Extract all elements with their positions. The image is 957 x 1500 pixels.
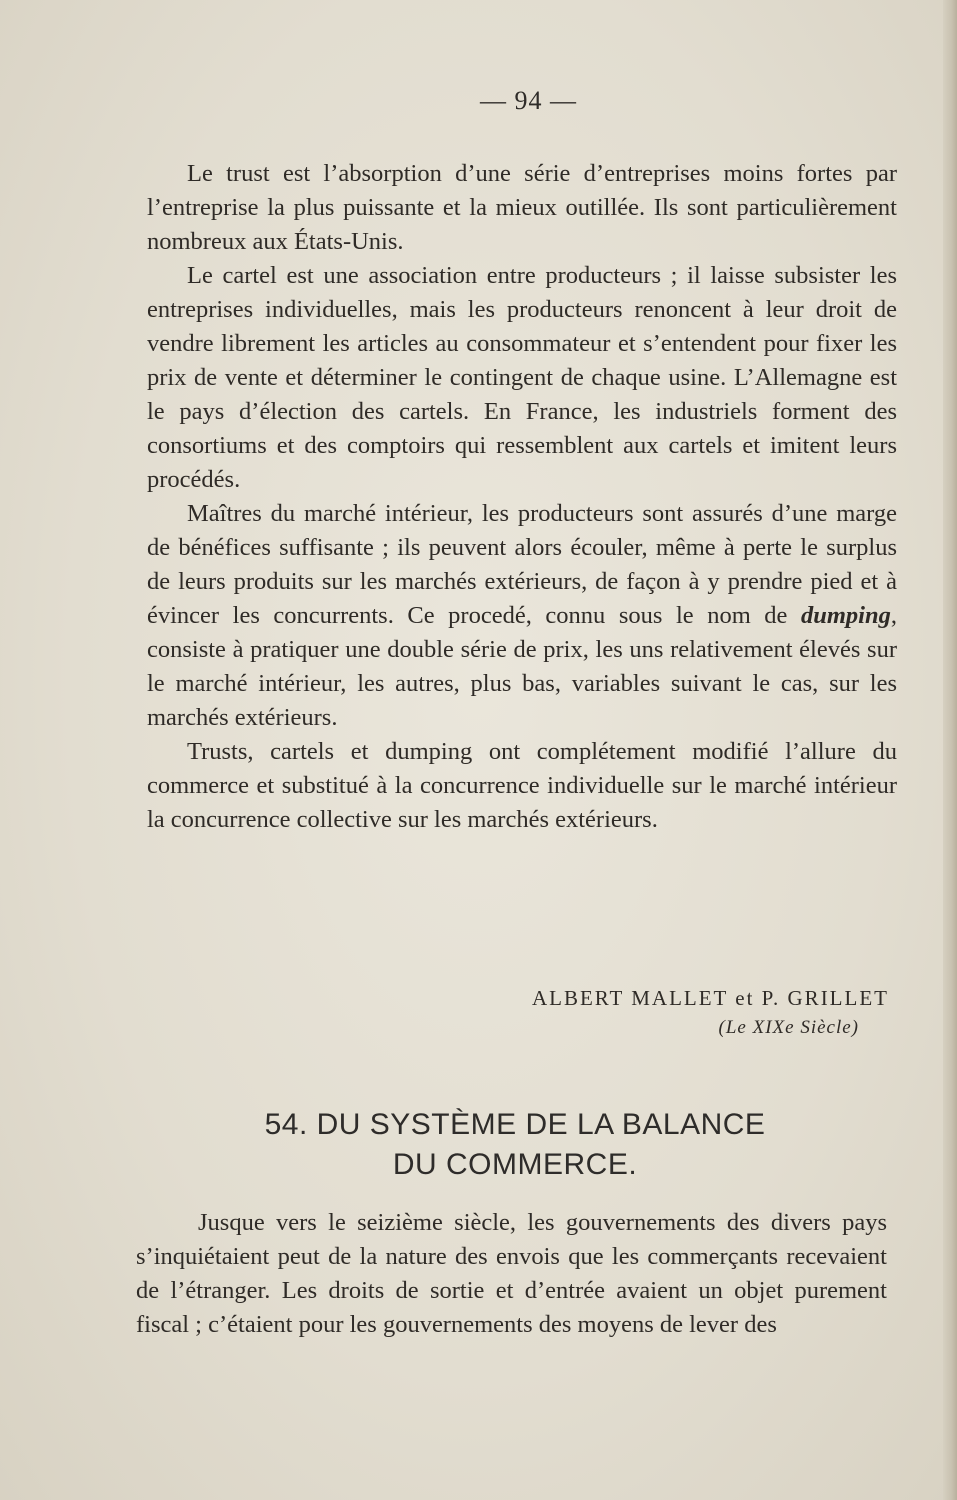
paragraph-trust: Le trust est l’absorption d’une série d’entreprises moins fortes par l’entreprise la plus puissante et la mieux outillée. Ils sont particulièrement nombreux aux États-Unis.	[147, 160, 897, 255]
paragraph-dumping-end: , consiste à pratiquer une double série de prix, les uns relativement élevés sur le marché intérieur, les autres, plus bas, variables suivant le cas, sur les marchés extérieurs.	[147, 602, 897, 731]
section-heading-line-1: 54. DU SYSTÈME DE LA BALANCE	[264, 1108, 766, 1141]
attribution	[532, 983, 889, 1043]
paragraph-cartel: Le cartel est une association entre producteurs ; il laisse subsister les entreprises individuelles, mais les producteurs renoncent à leur droit de vendre librement les articles au consommateur et s’entendent pour fixer les prix de vente et déterminer le contingent de chaque usine. L’Allemagne est le pays d’élection des cartels. En France, les industriels forment des consortiums et des comptoirs qui ressemblent aux cartels et imitent leurs procédés.	[147, 262, 897, 493]
page-number: — 94 —	[480, 86, 577, 115]
paragraph-dumping-start: Maîtres du marché intérieur, les producteurs sont assurés d’une marge de bénéfices suffisante ; ils peuvent alors écouler, même à perte le surplus de leurs produits sur les marchés extérieurs, de façon à y prendre pied et à évincer les concurrents. Ce procedé, connu sous le nom de	[147, 500, 897, 629]
attribution-authors: ALBERT MALLET et P. GRILLET	[531, 986, 889, 1010]
section-body-text	[136, 1206, 887, 1342]
body-text	[147, 157, 897, 837]
paragraph-dumping	[147, 497, 897, 735]
page-edge	[943, 0, 957, 1500]
section-heading-line-2: DU COMMERCE.	[392, 1148, 638, 1181]
paragraph-balance: Jusque vers le seizième siècle, les gouvernements des divers pays s’inquiétaient peut de la nature des envois que les commerçants recevaient de l’étranger. Les droits de sortie et d’entrée avaient un objet purement fiscal ; c’étaient pour les gouvernements des moyens de lever des	[136, 1209, 887, 1338]
section-heading	[135, 1105, 895, 1185]
dumping-term: dumping	[801, 602, 891, 629]
attribution-source: (Le XIXe Siècle)	[718, 1017, 859, 1038]
paragraph-conclusion: Trusts, cartels et dumping ont complétement modifié l’allure du commerce et substitué à la concurrence individuelle sur le marché intérieur la concurrence collective sur les marchés extérieurs.	[147, 738, 897, 833]
